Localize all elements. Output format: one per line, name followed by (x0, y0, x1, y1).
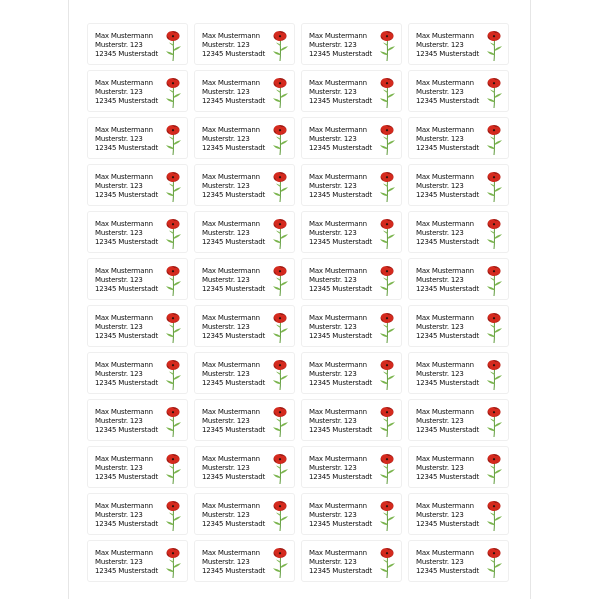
address-street: Musterstr. 123 (416, 464, 464, 472)
address-label (87, 23, 188, 65)
address-label (194, 70, 295, 112)
poppy-flower-icon (378, 359, 396, 391)
address-label (408, 305, 509, 347)
poppy-flower-icon (271, 500, 289, 532)
address-street: Musterstr. 123 (202, 88, 250, 96)
address-city: 12345 Musterstadt (416, 379, 480, 387)
address-label (301, 117, 402, 159)
address-block (416, 32, 479, 59)
address-city: 12345 Musterstadt (202, 473, 266, 481)
address-street: Musterstr. 123 (309, 135, 357, 143)
address-city: 12345 Musterstadt (416, 191, 480, 199)
address-block (416, 220, 479, 247)
address-street: Musterstr. 123 (95, 88, 143, 96)
address-street: Musterstr. 123 (309, 182, 357, 190)
address-street: Musterstr. 123 (309, 464, 357, 472)
address-block (202, 220, 265, 247)
address-street: Musterstr. 123 (416, 370, 464, 378)
address-name: Max Mustermann (416, 314, 474, 322)
poppy-flower-icon (485, 30, 503, 62)
address-name: Max Mustermann (202, 455, 260, 463)
address-street: Musterstr. 123 (202, 229, 250, 237)
address-street: Musterstr. 123 (95, 135, 143, 143)
address-street: Musterstr. 123 (416, 511, 464, 519)
address-name: Max Mustermann (202, 549, 260, 557)
address-city: 12345 Musterstadt (309, 473, 373, 481)
address-block (309, 502, 372, 529)
address-label (194, 540, 295, 582)
address-block (95, 314, 158, 341)
poppy-flower-icon (164, 171, 182, 203)
address-name: Max Mustermann (416, 361, 474, 369)
poppy-flower-icon (164, 500, 182, 532)
address-block (416, 314, 479, 341)
address-name: Max Mustermann (95, 267, 153, 275)
address-name: Max Mustermann (95, 549, 153, 557)
address-name: Max Mustermann (309, 220, 367, 228)
poppy-flower-icon (378, 312, 396, 344)
address-name: Max Mustermann (95, 173, 153, 181)
address-city: 12345 Musterstadt (202, 50, 266, 58)
poppy-flower-icon (164, 265, 182, 297)
address-name: Max Mustermann (95, 32, 153, 40)
address-street: Musterstr. 123 (202, 558, 250, 566)
address-block (416, 267, 479, 294)
address-label (194, 352, 295, 394)
poppy-flower-icon (485, 547, 503, 579)
address-city: 12345 Musterstadt (309, 144, 373, 152)
address-city: 12345 Musterstadt (202, 285, 266, 293)
poppy-flower-icon (271, 547, 289, 579)
address-block (202, 502, 265, 529)
poppy-flower-icon (271, 77, 289, 109)
address-label (87, 117, 188, 159)
poppy-flower-icon (378, 453, 396, 485)
address-name: Max Mustermann (416, 267, 474, 275)
address-city: 12345 Musterstadt (95, 426, 159, 434)
address-name: Max Mustermann (95, 502, 153, 510)
address-city: 12345 Musterstadt (95, 97, 159, 105)
poppy-flower-icon (485, 218, 503, 250)
poppy-flower-icon (164, 218, 182, 250)
address-city: 12345 Musterstadt (309, 426, 373, 434)
address-street: Musterstr. 123 (95, 464, 143, 472)
address-name: Max Mustermann (95, 220, 153, 228)
poppy-flower-icon (164, 359, 182, 391)
address-name: Max Mustermann (202, 220, 260, 228)
address-street: Musterstr. 123 (202, 323, 250, 331)
address-label (194, 211, 295, 253)
address-label (87, 399, 188, 441)
address-street: Musterstr. 123 (416, 41, 464, 49)
label-sheet (68, 0, 531, 599)
address-label (408, 352, 509, 394)
poppy-flower-icon (485, 453, 503, 485)
address-block (95, 361, 158, 388)
address-name: Max Mustermann (202, 314, 260, 322)
poppy-flower-icon (271, 218, 289, 250)
address-name: Max Mustermann (202, 32, 260, 40)
address-city: 12345 Musterstadt (95, 285, 159, 293)
address-label (194, 117, 295, 159)
address-city: 12345 Musterstadt (309, 567, 373, 575)
address-label (301, 352, 402, 394)
address-label (87, 211, 188, 253)
address-name: Max Mustermann (95, 126, 153, 134)
address-block (309, 267, 372, 294)
address-city: 12345 Musterstadt (309, 97, 373, 105)
address-block (95, 79, 158, 106)
address-street: Musterstr. 123 (416, 276, 464, 284)
address-block (95, 408, 158, 435)
address-label (408, 493, 509, 535)
address-block (309, 126, 372, 153)
address-name: Max Mustermann (202, 267, 260, 275)
address-block (309, 173, 372, 200)
address-street: Musterstr. 123 (95, 370, 143, 378)
address-street: Musterstr. 123 (309, 323, 357, 331)
address-block (95, 549, 158, 576)
poppy-flower-icon (271, 406, 289, 438)
address-city: 12345 Musterstadt (202, 379, 266, 387)
address-city: 12345 Musterstadt (95, 473, 159, 481)
poppy-flower-icon (164, 124, 182, 156)
address-street: Musterstr. 123 (202, 464, 250, 472)
address-street: Musterstr. 123 (95, 417, 143, 425)
address-block (95, 173, 158, 200)
address-label (194, 493, 295, 535)
address-label (408, 70, 509, 112)
address-street: Musterstr. 123 (416, 182, 464, 190)
address-name: Max Mustermann (416, 220, 474, 228)
address-block (95, 267, 158, 294)
poppy-flower-icon (271, 453, 289, 485)
poppy-flower-icon (485, 500, 503, 532)
poppy-flower-icon (378, 500, 396, 532)
address-block (202, 314, 265, 341)
address-block (95, 502, 158, 529)
poppy-flower-icon (378, 218, 396, 250)
address-street: Musterstr. 123 (309, 229, 357, 237)
address-city: 12345 Musterstadt (416, 238, 480, 246)
address-label (194, 258, 295, 300)
address-city: 12345 Musterstadt (416, 473, 480, 481)
address-label (301, 540, 402, 582)
address-block (416, 408, 479, 435)
address-label (87, 446, 188, 488)
address-label (301, 23, 402, 65)
address-block (416, 126, 479, 153)
address-city: 12345 Musterstadt (95, 567, 159, 575)
address-label (301, 399, 402, 441)
address-label (194, 305, 295, 347)
address-block (309, 549, 372, 576)
address-name: Max Mustermann (202, 502, 260, 510)
address-label (87, 164, 188, 206)
address-street: Musterstr. 123 (309, 370, 357, 378)
address-city: 12345 Musterstadt (95, 379, 159, 387)
address-block (309, 408, 372, 435)
address-block (416, 502, 479, 529)
address-street: Musterstr. 123 (309, 88, 357, 96)
address-label (194, 23, 295, 65)
address-street: Musterstr. 123 (95, 558, 143, 566)
address-name: Max Mustermann (309, 361, 367, 369)
address-street: Musterstr. 123 (95, 323, 143, 331)
poppy-flower-icon (271, 359, 289, 391)
address-label (87, 258, 188, 300)
address-label (301, 493, 402, 535)
address-name: Max Mustermann (309, 408, 367, 416)
address-label (301, 446, 402, 488)
poppy-flower-icon (164, 30, 182, 62)
address-label (87, 540, 188, 582)
address-name: Max Mustermann (416, 408, 474, 416)
address-city: 12345 Musterstadt (95, 191, 159, 199)
address-street: Musterstr. 123 (416, 135, 464, 143)
poppy-flower-icon (378, 77, 396, 109)
address-city: 12345 Musterstadt (309, 285, 373, 293)
address-name: Max Mustermann (309, 314, 367, 322)
address-block (95, 220, 158, 247)
address-label (408, 164, 509, 206)
address-city: 12345 Musterstadt (416, 144, 480, 152)
address-name: Max Mustermann (309, 32, 367, 40)
poppy-flower-icon (271, 171, 289, 203)
address-label (408, 258, 509, 300)
address-street: Musterstr. 123 (309, 276, 357, 284)
address-label (301, 258, 402, 300)
address-city: 12345 Musterstadt (202, 191, 266, 199)
address-street: Musterstr. 123 (202, 41, 250, 49)
poppy-flower-icon (164, 77, 182, 109)
poppy-flower-icon (378, 124, 396, 156)
address-street: Musterstr. 123 (309, 417, 357, 425)
address-label (408, 540, 509, 582)
address-block (309, 314, 372, 341)
poppy-flower-icon (485, 171, 503, 203)
address-block (202, 549, 265, 576)
address-name: Max Mustermann (202, 173, 260, 181)
poppy-flower-icon (378, 547, 396, 579)
address-city: 12345 Musterstadt (309, 332, 373, 340)
address-city: 12345 Musterstadt (95, 520, 159, 528)
address-name: Max Mustermann (95, 314, 153, 322)
poppy-flower-icon (164, 406, 182, 438)
address-label (408, 211, 509, 253)
poppy-flower-icon (164, 312, 182, 344)
address-name: Max Mustermann (95, 408, 153, 416)
address-name: Max Mustermann (202, 361, 260, 369)
address-name: Max Mustermann (416, 502, 474, 510)
address-city: 12345 Musterstadt (202, 144, 266, 152)
address-name: Max Mustermann (95, 455, 153, 463)
poppy-flower-icon (485, 124, 503, 156)
address-city: 12345 Musterstadt (309, 50, 373, 58)
address-block (95, 455, 158, 482)
address-street: Musterstr. 123 (95, 229, 143, 237)
address-label (194, 164, 295, 206)
address-name: Max Mustermann (309, 173, 367, 181)
poppy-flower-icon (271, 124, 289, 156)
address-block (202, 32, 265, 59)
poppy-flower-icon (485, 312, 503, 344)
poppy-flower-icon (378, 30, 396, 62)
poppy-flower-icon (164, 453, 182, 485)
address-city: 12345 Musterstadt (202, 238, 266, 246)
address-name: Max Mustermann (416, 455, 474, 463)
address-city: 12345 Musterstadt (202, 97, 266, 105)
address-block (309, 361, 372, 388)
address-street: Musterstr. 123 (202, 511, 250, 519)
address-city: 12345 Musterstadt (416, 97, 480, 105)
address-label (301, 211, 402, 253)
label-grid (87, 23, 509, 582)
poppy-flower-icon (271, 265, 289, 297)
address-street: Musterstr. 123 (202, 135, 250, 143)
address-name: Max Mustermann (309, 455, 367, 463)
address-city: 12345 Musterstadt (309, 520, 373, 528)
address-street: Musterstr. 123 (202, 182, 250, 190)
address-block (202, 267, 265, 294)
address-label (301, 305, 402, 347)
address-city: 12345 Musterstadt (416, 520, 480, 528)
address-city: 12345 Musterstadt (309, 379, 373, 387)
address-block (202, 126, 265, 153)
address-city: 12345 Musterstadt (416, 285, 480, 293)
address-street: Musterstr. 123 (309, 41, 357, 49)
address-label (408, 23, 509, 65)
address-label (87, 352, 188, 394)
poppy-flower-icon (485, 77, 503, 109)
address-city: 12345 Musterstadt (202, 520, 266, 528)
address-city: 12345 Musterstadt (309, 191, 373, 199)
poppy-flower-icon (378, 265, 396, 297)
address-name: Max Mustermann (309, 549, 367, 557)
address-name: Max Mustermann (416, 32, 474, 40)
address-label (194, 446, 295, 488)
address-street: Musterstr. 123 (416, 88, 464, 96)
address-block (416, 79, 479, 106)
address-label (408, 117, 509, 159)
address-block (202, 455, 265, 482)
address-name: Max Mustermann (416, 549, 474, 557)
address-name: Max Mustermann (95, 79, 153, 87)
address-name: Max Mustermann (95, 361, 153, 369)
address-label (301, 164, 402, 206)
address-block (309, 455, 372, 482)
address-block (202, 79, 265, 106)
address-city: 12345 Musterstadt (202, 567, 266, 575)
poppy-flower-icon (271, 312, 289, 344)
address-city: 12345 Musterstadt (202, 332, 266, 340)
poppy-flower-icon (485, 359, 503, 391)
address-city: 12345 Musterstadt (416, 332, 480, 340)
address-label (301, 70, 402, 112)
address-block (202, 361, 265, 388)
address-label (87, 493, 188, 535)
address-block (416, 455, 479, 482)
address-name: Max Mustermann (202, 79, 260, 87)
address-street: Musterstr. 123 (202, 417, 250, 425)
address-street: Musterstr. 123 (95, 511, 143, 519)
poppy-flower-icon (164, 547, 182, 579)
address-city: 12345 Musterstadt (95, 238, 159, 246)
address-label (87, 70, 188, 112)
address-street: Musterstr. 123 (309, 558, 357, 566)
address-name: Max Mustermann (202, 126, 260, 134)
address-block (202, 173, 265, 200)
address-label (408, 399, 509, 441)
poppy-flower-icon (485, 265, 503, 297)
address-name: Max Mustermann (416, 173, 474, 181)
address-name: Max Mustermann (309, 267, 367, 275)
address-name: Max Mustermann (202, 408, 260, 416)
address-block (95, 32, 158, 59)
address-name: Max Mustermann (309, 79, 367, 87)
address-city: 12345 Musterstadt (95, 144, 159, 152)
address-street: Musterstr. 123 (416, 229, 464, 237)
address-block (309, 220, 372, 247)
address-street: Musterstr. 123 (95, 182, 143, 190)
address-block (309, 79, 372, 106)
address-city: 12345 Musterstadt (416, 50, 480, 58)
poppy-flower-icon (485, 406, 503, 438)
address-city: 12345 Musterstadt (202, 426, 266, 434)
address-city: 12345 Musterstadt (95, 50, 159, 58)
address-street: Musterstr. 123 (416, 417, 464, 425)
poppy-flower-icon (271, 30, 289, 62)
address-label (194, 399, 295, 441)
address-name: Max Mustermann (416, 126, 474, 134)
address-block (202, 408, 265, 435)
poppy-flower-icon (378, 406, 396, 438)
address-block (416, 173, 479, 200)
poppy-flower-icon (378, 171, 396, 203)
address-street: Musterstr. 123 (95, 41, 143, 49)
address-city: 12345 Musterstadt (416, 567, 480, 575)
address-street: Musterstr. 123 (416, 323, 464, 331)
address-block (309, 32, 372, 59)
address-city: 12345 Musterstadt (416, 426, 480, 434)
address-name: Max Mustermann (309, 502, 367, 510)
address-street: Musterstr. 123 (202, 276, 250, 284)
address-label (87, 305, 188, 347)
address-city: 12345 Musterstadt (309, 238, 373, 246)
address-street: Musterstr. 123 (95, 276, 143, 284)
address-block (416, 361, 479, 388)
address-street: Musterstr. 123 (416, 558, 464, 566)
address-street: Musterstr. 123 (309, 511, 357, 519)
address-name: Max Mustermann (416, 79, 474, 87)
address-street: Musterstr. 123 (202, 370, 250, 378)
address-block (95, 126, 158, 153)
address-block (416, 549, 479, 576)
address-name: Max Mustermann (309, 126, 367, 134)
address-label (408, 446, 509, 488)
address-city: 12345 Musterstadt (95, 332, 159, 340)
